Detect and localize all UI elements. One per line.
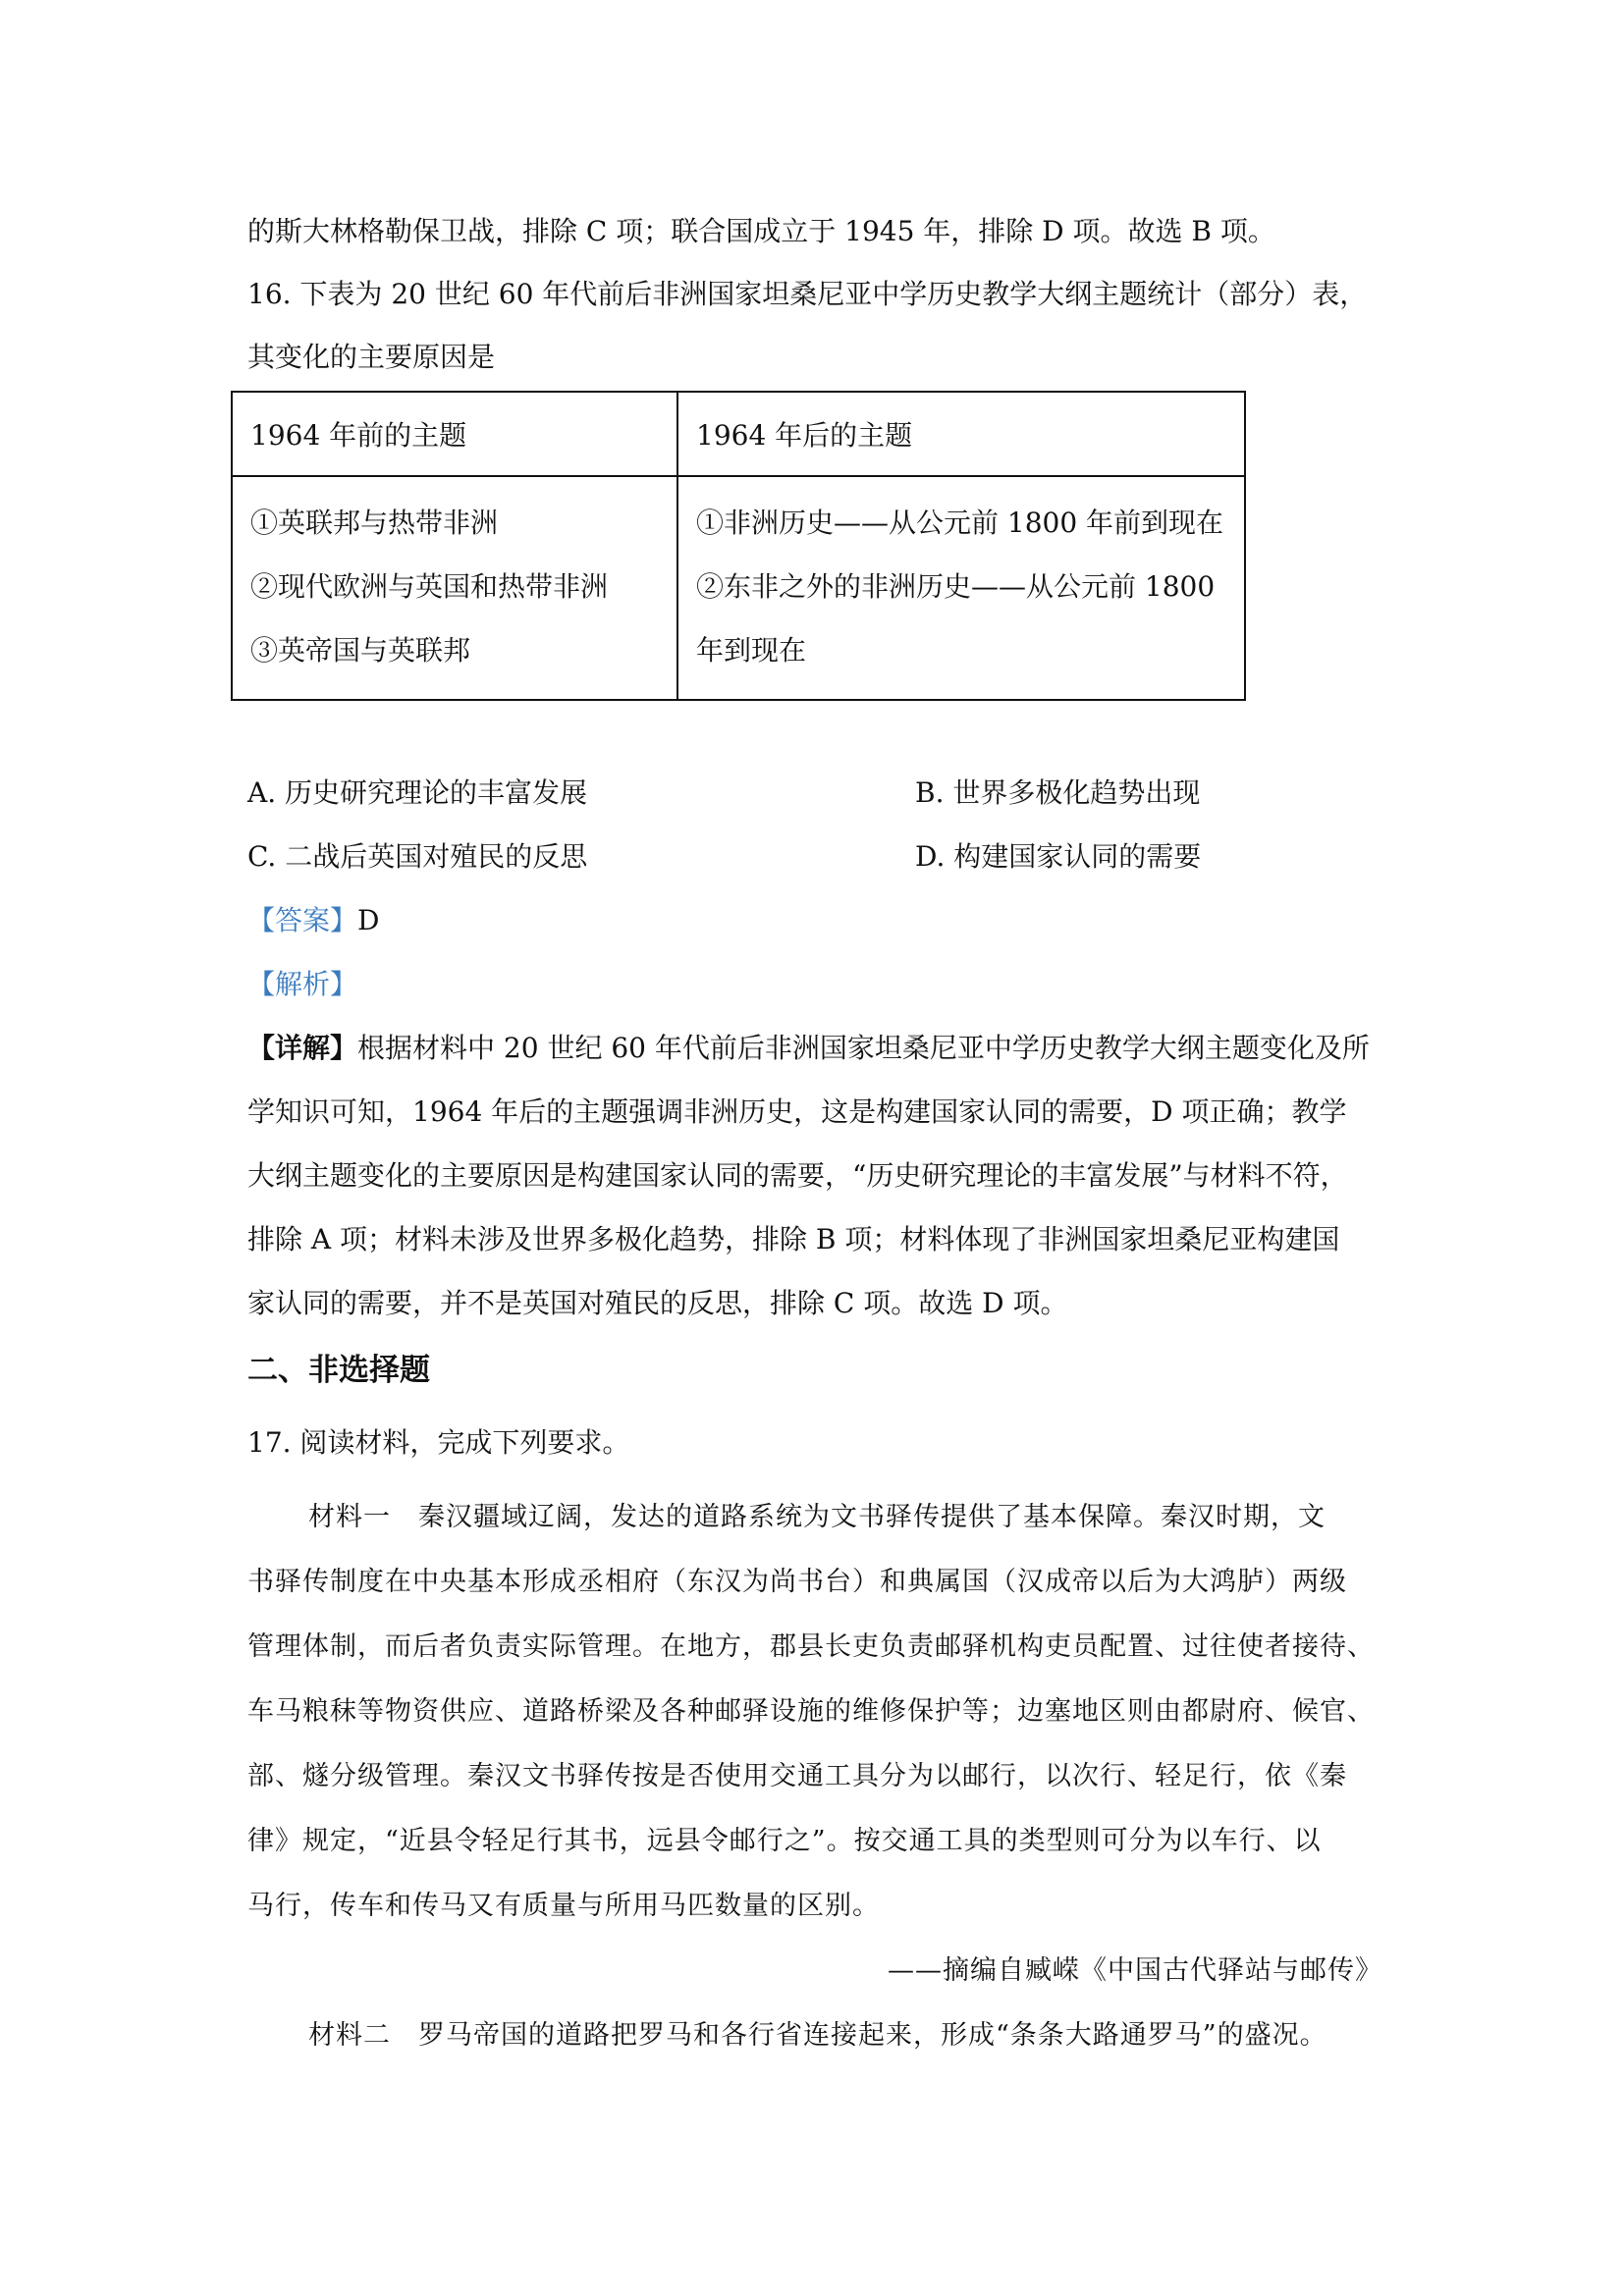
table-header-after-1964: 1964 年后的主题 [677, 392, 1245, 476]
material1-line-1: 材料一 秦汉疆域辽阔，发达的道路系统为文书驿传提供了基本保障。秦汉时期，文 [308, 1502, 1326, 1532]
detail-tag: 【详解】 [247, 1032, 358, 1064]
table-item: 年到现在 [696, 634, 807, 667]
material1-line-3: 管理体制，而后者负责实际管理。在地方，郡县长吏负责邮驿机构吏员配置、过往使者接待、 [247, 1631, 1375, 1662]
table-cell-before-1964 [232, 476, 677, 700]
question-16-stem-line2: 其变化的主要原因是 [247, 341, 496, 373]
section-2-title: 二、非选择题 [247, 1353, 430, 1388]
option-c: C. 二战后英国对殖民的反思 [247, 840, 588, 873]
detail-line-2: 学知识可知，1964 年后的主题强调非洲历史，这是构建国家认同的需要，D 项正确；教学 [247, 1095, 1347, 1128]
detail-line-5: 家认同的需要，并不是英国对殖民的反思，排除 C 项。故选 D 项。 [247, 1287, 1068, 1319]
detail-line-1 [247, 1029, 1370, 1068]
material1-source: ——摘编自臧嵘《中国古代驿站与邮传》 [888, 1955, 1382, 1986]
table-header-before-1964: 1964 年前的主题 [232, 392, 677, 476]
material1-line-6: 律》规定，“近县令轻足行其书，远县令邮行之”。按交通工具的类型则可分为以车行、以 [247, 1826, 1322, 1856]
option-a: A. 历史研究理论的丰富发展 [247, 776, 588, 809]
material1-line-7: 马行，传车和传马又有质量与所用马匹数量的区别。 [247, 1891, 880, 1921]
material2-line-1: 材料二 罗马帝国的道路把罗马和各行省连接起来，形成“条条大路通罗马”的盛况。 [308, 2020, 1327, 2051]
answer-line [247, 901, 379, 940]
detail-line-3: 大纲主题变化的主要原因是构建国家认同的需要，“历史研究理论的丰富发展”与材料不符， [247, 1159, 1348, 1192]
table-item: ②现代欧洲与英国和热带非洲 [250, 570, 609, 603]
table-item: ②东非之外的非洲历史——从公元前 1800 [696, 570, 1216, 603]
question-16-stem-line1: 16. 下表为 20 世纪 60 年代前后非洲国家坦桑尼亚中学历史教学大纲主题统计（部分）表， [247, 278, 1368, 310]
option-b: B. 世界多极化趋势出现 [915, 776, 1201, 809]
detail-line-4: 排除 A 项；材料未涉及世界多极化趋势，排除 B 项；材料体现了非洲国家坦桑尼亚构建国 [247, 1223, 1340, 1255]
analysis-line [247, 965, 357, 1004]
analysis-tag: 【解析】 [247, 968, 358, 1000]
material1-line-5: 部、燧分级管理。秦汉文书驿传按是否使用交通工具分为以邮行，以次行、轻足行，依《秦 [247, 1761, 1347, 1791]
option-d: D. 构建国家认同的需要 [915, 840, 1202, 873]
question-17-stem: 17. 阅读材料，完成下列要求。 [247, 1426, 630, 1459]
table-item: ①英联邦与热带非洲 [250, 507, 499, 539]
detail-text: 根据材料中 20 世纪 60 年代前后非洲国家坦桑尼亚中学历史教学大纲主题变化及所 [357, 1032, 1370, 1064]
table-cell-after-1964 [677, 476, 1245, 700]
answer-value: D [357, 904, 380, 936]
material1-line-4: 车马粮秣等物资供应、道路桥梁及各种邮驿设施的维修保护等；边塞地区则由都尉府、候官、 [247, 1696, 1375, 1727]
previous-analysis-tail: 的斯大林格勒保卫战，排除 C 项；联合国成立于 1945 年，排除 D 项。故选 B 项。 [247, 215, 1275, 247]
table-item: ③英帝国与英联邦 [250, 634, 471, 667]
curriculum-theme-table [231, 391, 1246, 701]
answer-tag: 【答案】 [247, 904, 358, 936]
table-item: ①非洲历史——从公元前 1800 年前到现在 [696, 507, 1224, 539]
material1-line-2: 书驿传制度在中央基本形成丞相府（东汉为尚书台）和典属国（汉成帝以后为大鸿胪）两级 [247, 1567, 1347, 1597]
